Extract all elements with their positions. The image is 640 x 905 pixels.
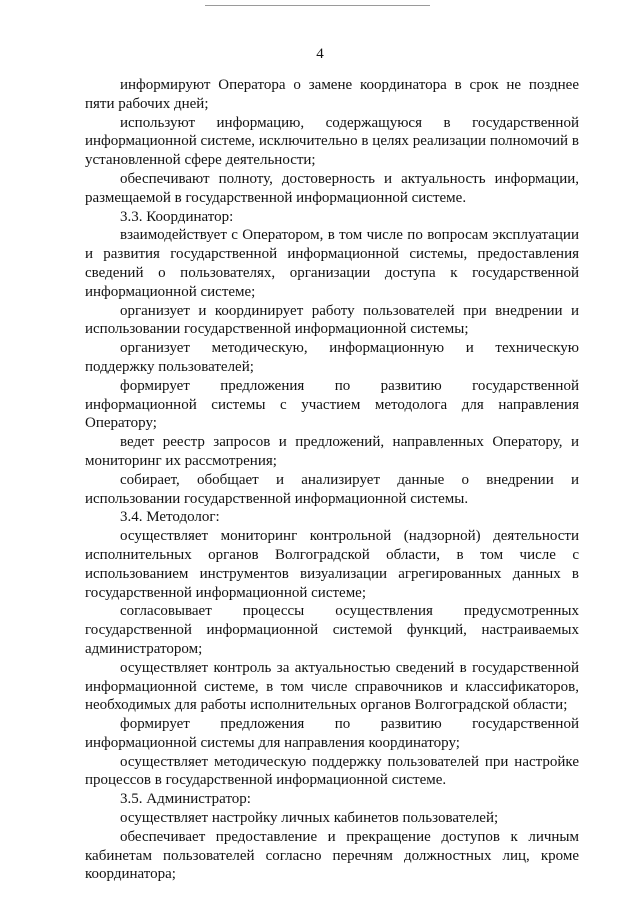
document-body (85, 76, 579, 884)
paragraph: используют информацию, содержащуюся в государственной информационной системе, исключительно в целях реализации полномочий в установленной сфере деятельности; (85, 114, 579, 169)
paragraph: 3.5. Администратор: (120, 791, 251, 808)
paragraph: осуществляет мониторинг контрольной (надзорной) деятельности исполнительных органов Волгоградской области, в том числе с использованием инструментов визуализации агрегированных данных в государственной информационной системе; (85, 528, 579, 601)
paragraph: обеспечивает предоставление и прекращение доступов к личным кабинетам пользователей согласно перечням должностных лиц, кроме координатора; (85, 828, 579, 883)
paragraph: согласовывает процессы осуществления предусмотренных государственной информационной системой функций, настраиваемых администратором; (85, 603, 579, 657)
paragraph: 3.4. Методолог: (120, 509, 220, 526)
paragraph: осуществляет настройку личных кабинетов пользователей; (120, 810, 499, 827)
paragraph: 3.3. Координатор: (120, 208, 234, 225)
paragraph: обеспечивают полноту, достоверность и актуальность информации, размещаемой в государственной информационной системе. (85, 170, 579, 206)
scan-edge-line (205, 5, 430, 6)
paragraph: организует методическую, информационную и техническую поддержку пользователей; (85, 340, 579, 375)
paragraph: осуществляет контроль за актуальностью сведений в государственной информационной системе, в том числе справочников и классификаторов, необходимых для работы исполнительных органов Волгоградской области; (85, 659, 579, 714)
paragraph: ведет реестр запросов и предложений, направленных Оператору, и мониторинг их рассмотрения; (85, 434, 579, 469)
paragraph: собирает, обобщает и анализирует данные о внедрении и использовании государственной информационной системы. (85, 471, 579, 507)
paragraph: осуществляет методическую поддержку пользователей при настройке процессов в государственной информационной системе. (85, 753, 579, 789)
paragraph: формирует предложения по развитию государственной информационной системы для направления координатору; (85, 716, 579, 751)
page-number: 4 (316, 46, 324, 62)
paragraph: организует и координирует работу пользователей при внедрении и использовании государственной информационной системы; (85, 302, 579, 338)
paragraph: взаимодействует с Оператором, в том числе по вопросам эксплуатации и развития государственной информационной системы, предоставления сведений о пользователях, организации доступа к государственной информационной системе; (85, 227, 579, 300)
paragraph: формирует предложения по развитию государственной информационной системы с участием методолога для направления Оператору; (85, 377, 579, 432)
paragraph: информируют Оператора о замене координатора в срок не позднее пяти рабочих дней; (85, 77, 579, 112)
